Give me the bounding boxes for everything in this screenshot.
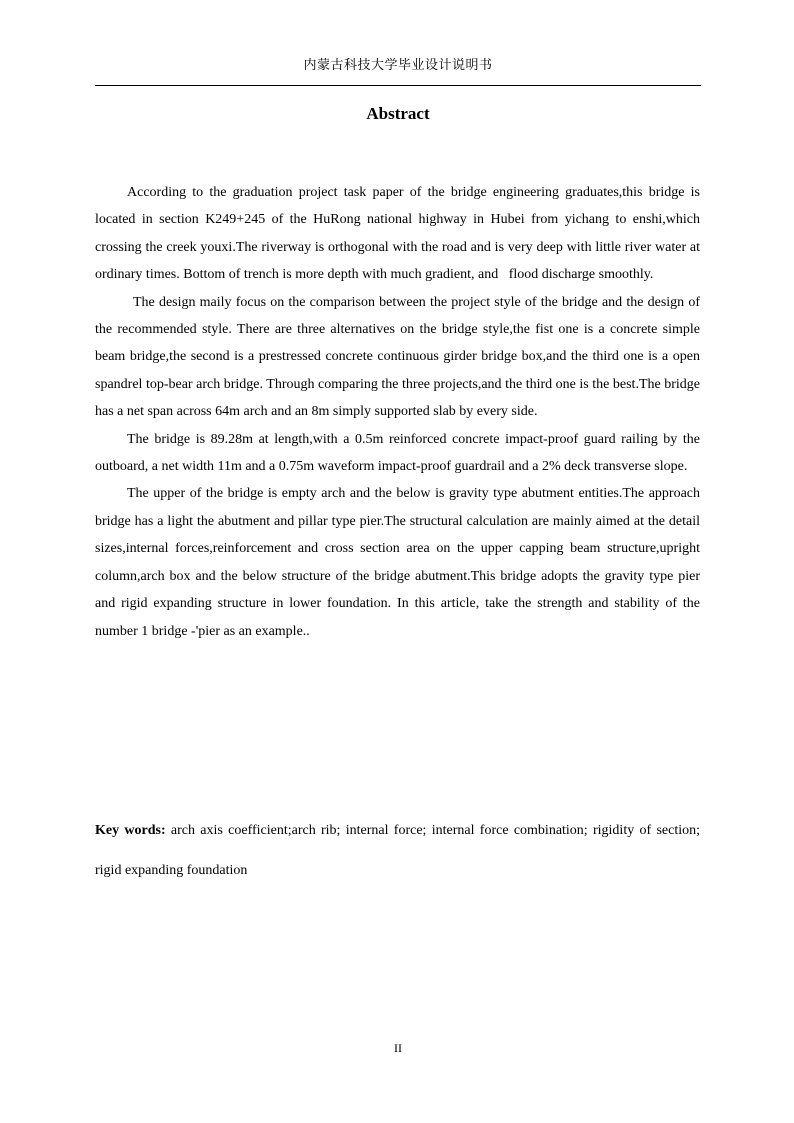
paragraph: The bridge is 89.28m at length,with a 0.5m reinforced concrete impact-proof guard railing by the outboard, a net width 11m and a 0.75m waveform impact-proof guardrail and a 2% deck transverse slope. [95, 431, 700, 475]
keywords-section [95, 811, 700, 891]
paragraph: The design maily focus on the comparison between the project style of the bridge and the design of the recommended style. There are three alternatives on the bridge style,the fist one is a concrete simple beam bridge,the second is a prestressed concrete continuous girder bridge box,and the third one is a open spandrel top-bear arch bridge. Through comparing the three projects,and the third one is the best.The bridge has a net span across 64m arch and an 8m simply supported slab by every side. [95, 294, 700, 420]
page-header: 内蒙古科技大学毕业设计说明书 [303, 58, 493, 73]
header-rule [95, 85, 701, 86]
keywords-label: Key words: [95, 823, 166, 838]
abstract-body [95, 179, 700, 645]
paragraph: According to the graduation project task paper of the bridge engineering graduates,this bridge is located in section K249+245 of the HuRong national highway in Hubei from yichang to enshi,which crossing the creek youxi.The riverway is orthogonal with the road and is very deep with little river water at ordinary times. Bottom of trench is more depth with much gradient, and flood discharge smoothly. [95, 185, 700, 283]
paragraph: The upper of the bridge is empty arch and the below is gravity type abutment entities.The approach bridge has a light the abutment and pillar type pier.The structural calculation are mainly aimed at the detail sizes,internal forces,reinforcement and cross section area on the upper capping beam structure,upright column,arch box and the below structure of the bridge abutment.This bridge adopts the gravity type pier and rigid expanding structure in lower foundation. In this article, take the strength and stability of the number 1 bridge -'pier as an example.. [95, 486, 700, 639]
abstract-title: Abstract [366, 104, 430, 123]
keywords-text: arch axis coefficient;arch rib; internal force; internal force combination; rigidity of section; rigid expanding foundation [95, 823, 701, 878]
page-number: II [394, 1041, 402, 1055]
